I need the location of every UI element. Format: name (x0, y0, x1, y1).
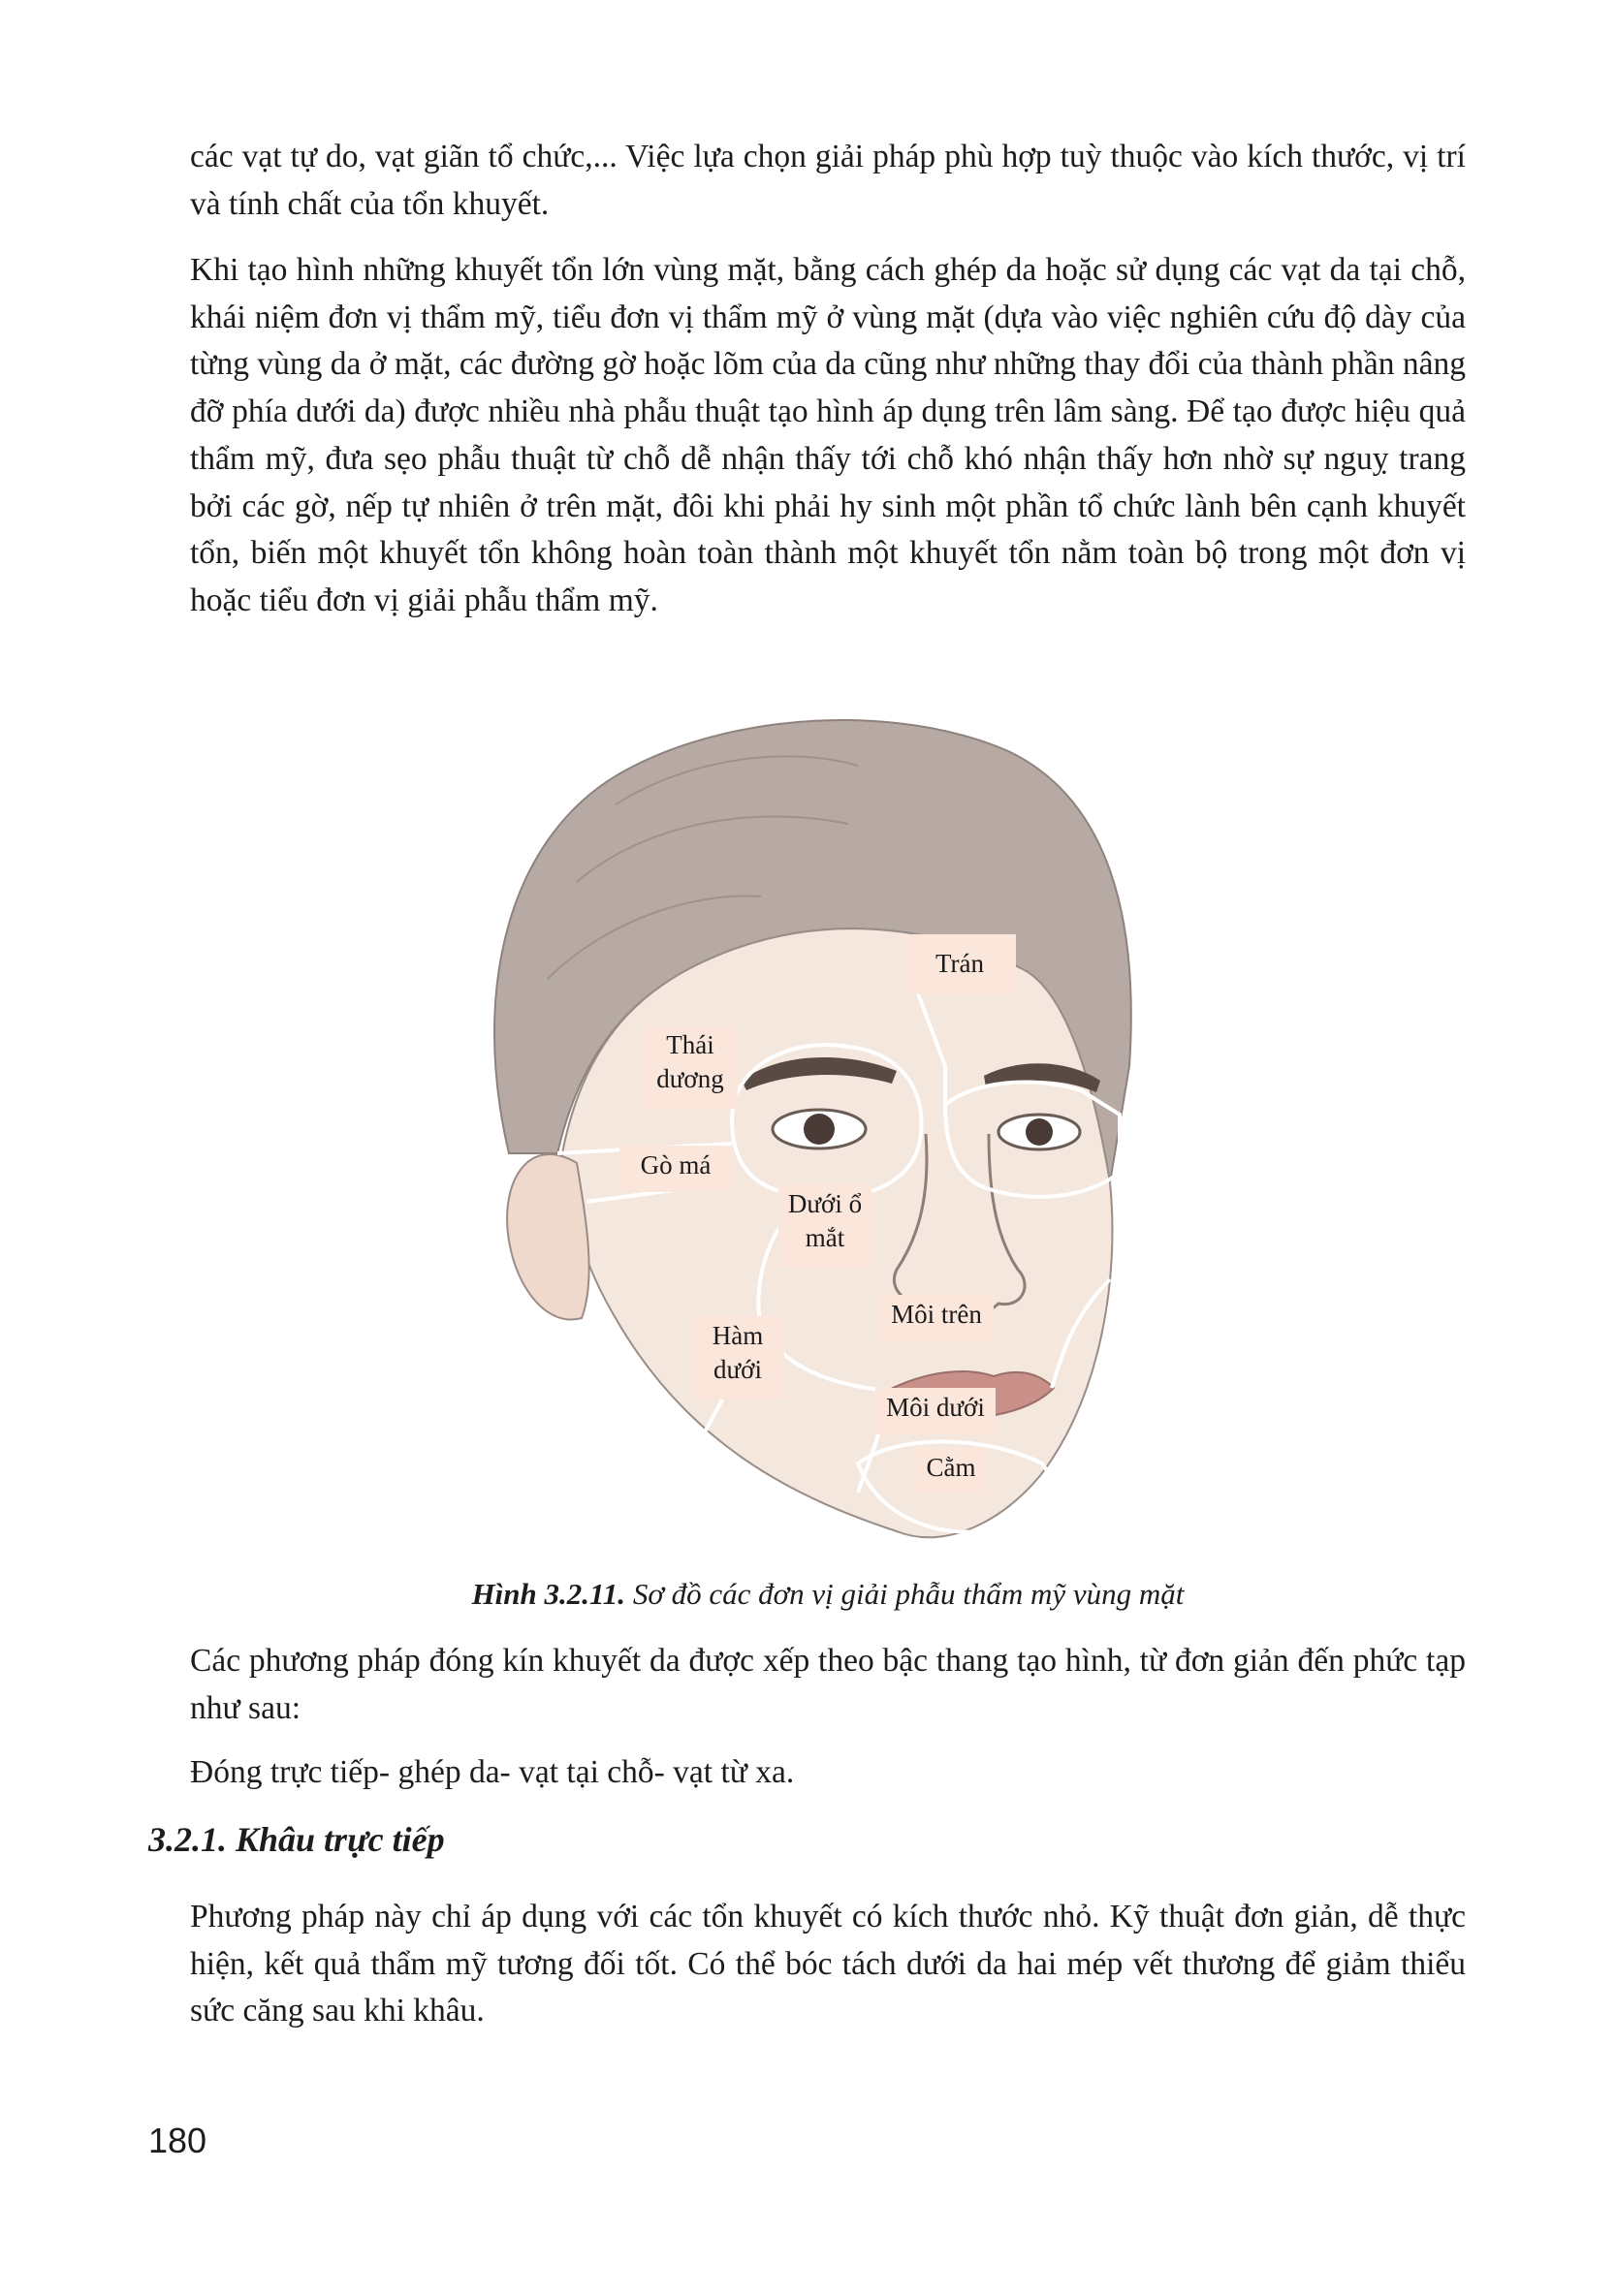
label-tran: Trán (903, 934, 1016, 994)
section-heading: 3.2.1. Khâu trực tiếp (148, 1820, 445, 1859)
face-drawing (441, 698, 1139, 1551)
label-cam: Cằm (914, 1448, 988, 1494)
figure-caption (190, 1575, 1466, 1614)
paragraph-direct-suture: Phương pháp này chỉ áp dụng với các tổn khuyết có kích thước nhỏ. Kỹ thuật đơn giản, dễ thực hiện, kết quả thẩm mỹ tương đối tốt. Có thể bóc tách dưới da hai mép vết thương để giảm thiểu sức căng sau khi khâu. (190, 1899, 1466, 2029)
paragraph-closure-methods: Các phương pháp đóng kín khuyết da được xếp theo bậc thang tạo hình, từ đơn giản đến phức tạp như sau: (190, 1643, 1466, 1726)
label-moi-duoi: Môi dưới (875, 1388, 996, 1434)
label-go-ma: Gò má (619, 1146, 732, 1192)
figure-caption-text: Sơ đồ các đơn vị giải phẫu thẩm mỹ vùng mặt (632, 1577, 1185, 1611)
label-thai-duong: Thái dương (643, 1025, 738, 1109)
figure-caption-number: Hình 3.2.11. (471, 1577, 626, 1611)
face-aesthetic-units-figure (441, 698, 1139, 1551)
label-duoi-o-mat: Dưới ổ mắt (778, 1184, 871, 1268)
label-ham-duoi: Hàm dưới (691, 1316, 784, 1400)
paragraph-intro: các vạt tự do, vạt giãn tổ chức,... Việc lựa chọn giải pháp phù hợp tuỳ thuộc vào kích thước, vị trí và tính chất của tổn khuyết. (190, 139, 1466, 222)
paragraph-aesthetic-units: Khi tạo hình những khuyết tổn lớn vùng mặt, bằng cách ghép da hoặc sử dụng các vạt da tại chỗ, khái niệm đơn vị thẩm mỹ, tiểu đơn vị thẩm mỹ ở vùng mặt (dựa vào việc nghiên cứu độ dày của từng vùng da ở mặt, các đường gờ hoặc lõm của da cũng như những thay đổi của thành phần nâng đỡ phía dưới da) được nhiều nhà phẫu thuật tạo hình áp dụng trên lâm sàng. Để tạo được hiệu quả thẩm mỹ, đưa sẹo phẫu thuật từ chỗ dễ nhận thấy tới chỗ khó nhận thấy hơn nhờ sự nguỵ trang bởi các gờ, nếp tự nhiên ở trên mặt, đôi khi phải hy sinh một phần tổ chức lành bên cạnh khuyết tổn, biến một khuyết tổn không hoàn toàn thành một khuyết tổn nằm toàn bộ trong một đơn vị hoặc tiểu đơn vị giải phẫu thẩm mỹ. (190, 252, 1466, 618)
ear-shape (507, 1154, 589, 1320)
label-moi-tren: Môi trên (879, 1295, 994, 1341)
paragraph-reconstructive-ladder: Đóng trực tiếp- ghép da- vạt tại chỗ- vạt từ xa. (190, 1754, 795, 1790)
page-number: 180 (148, 2121, 207, 2160)
